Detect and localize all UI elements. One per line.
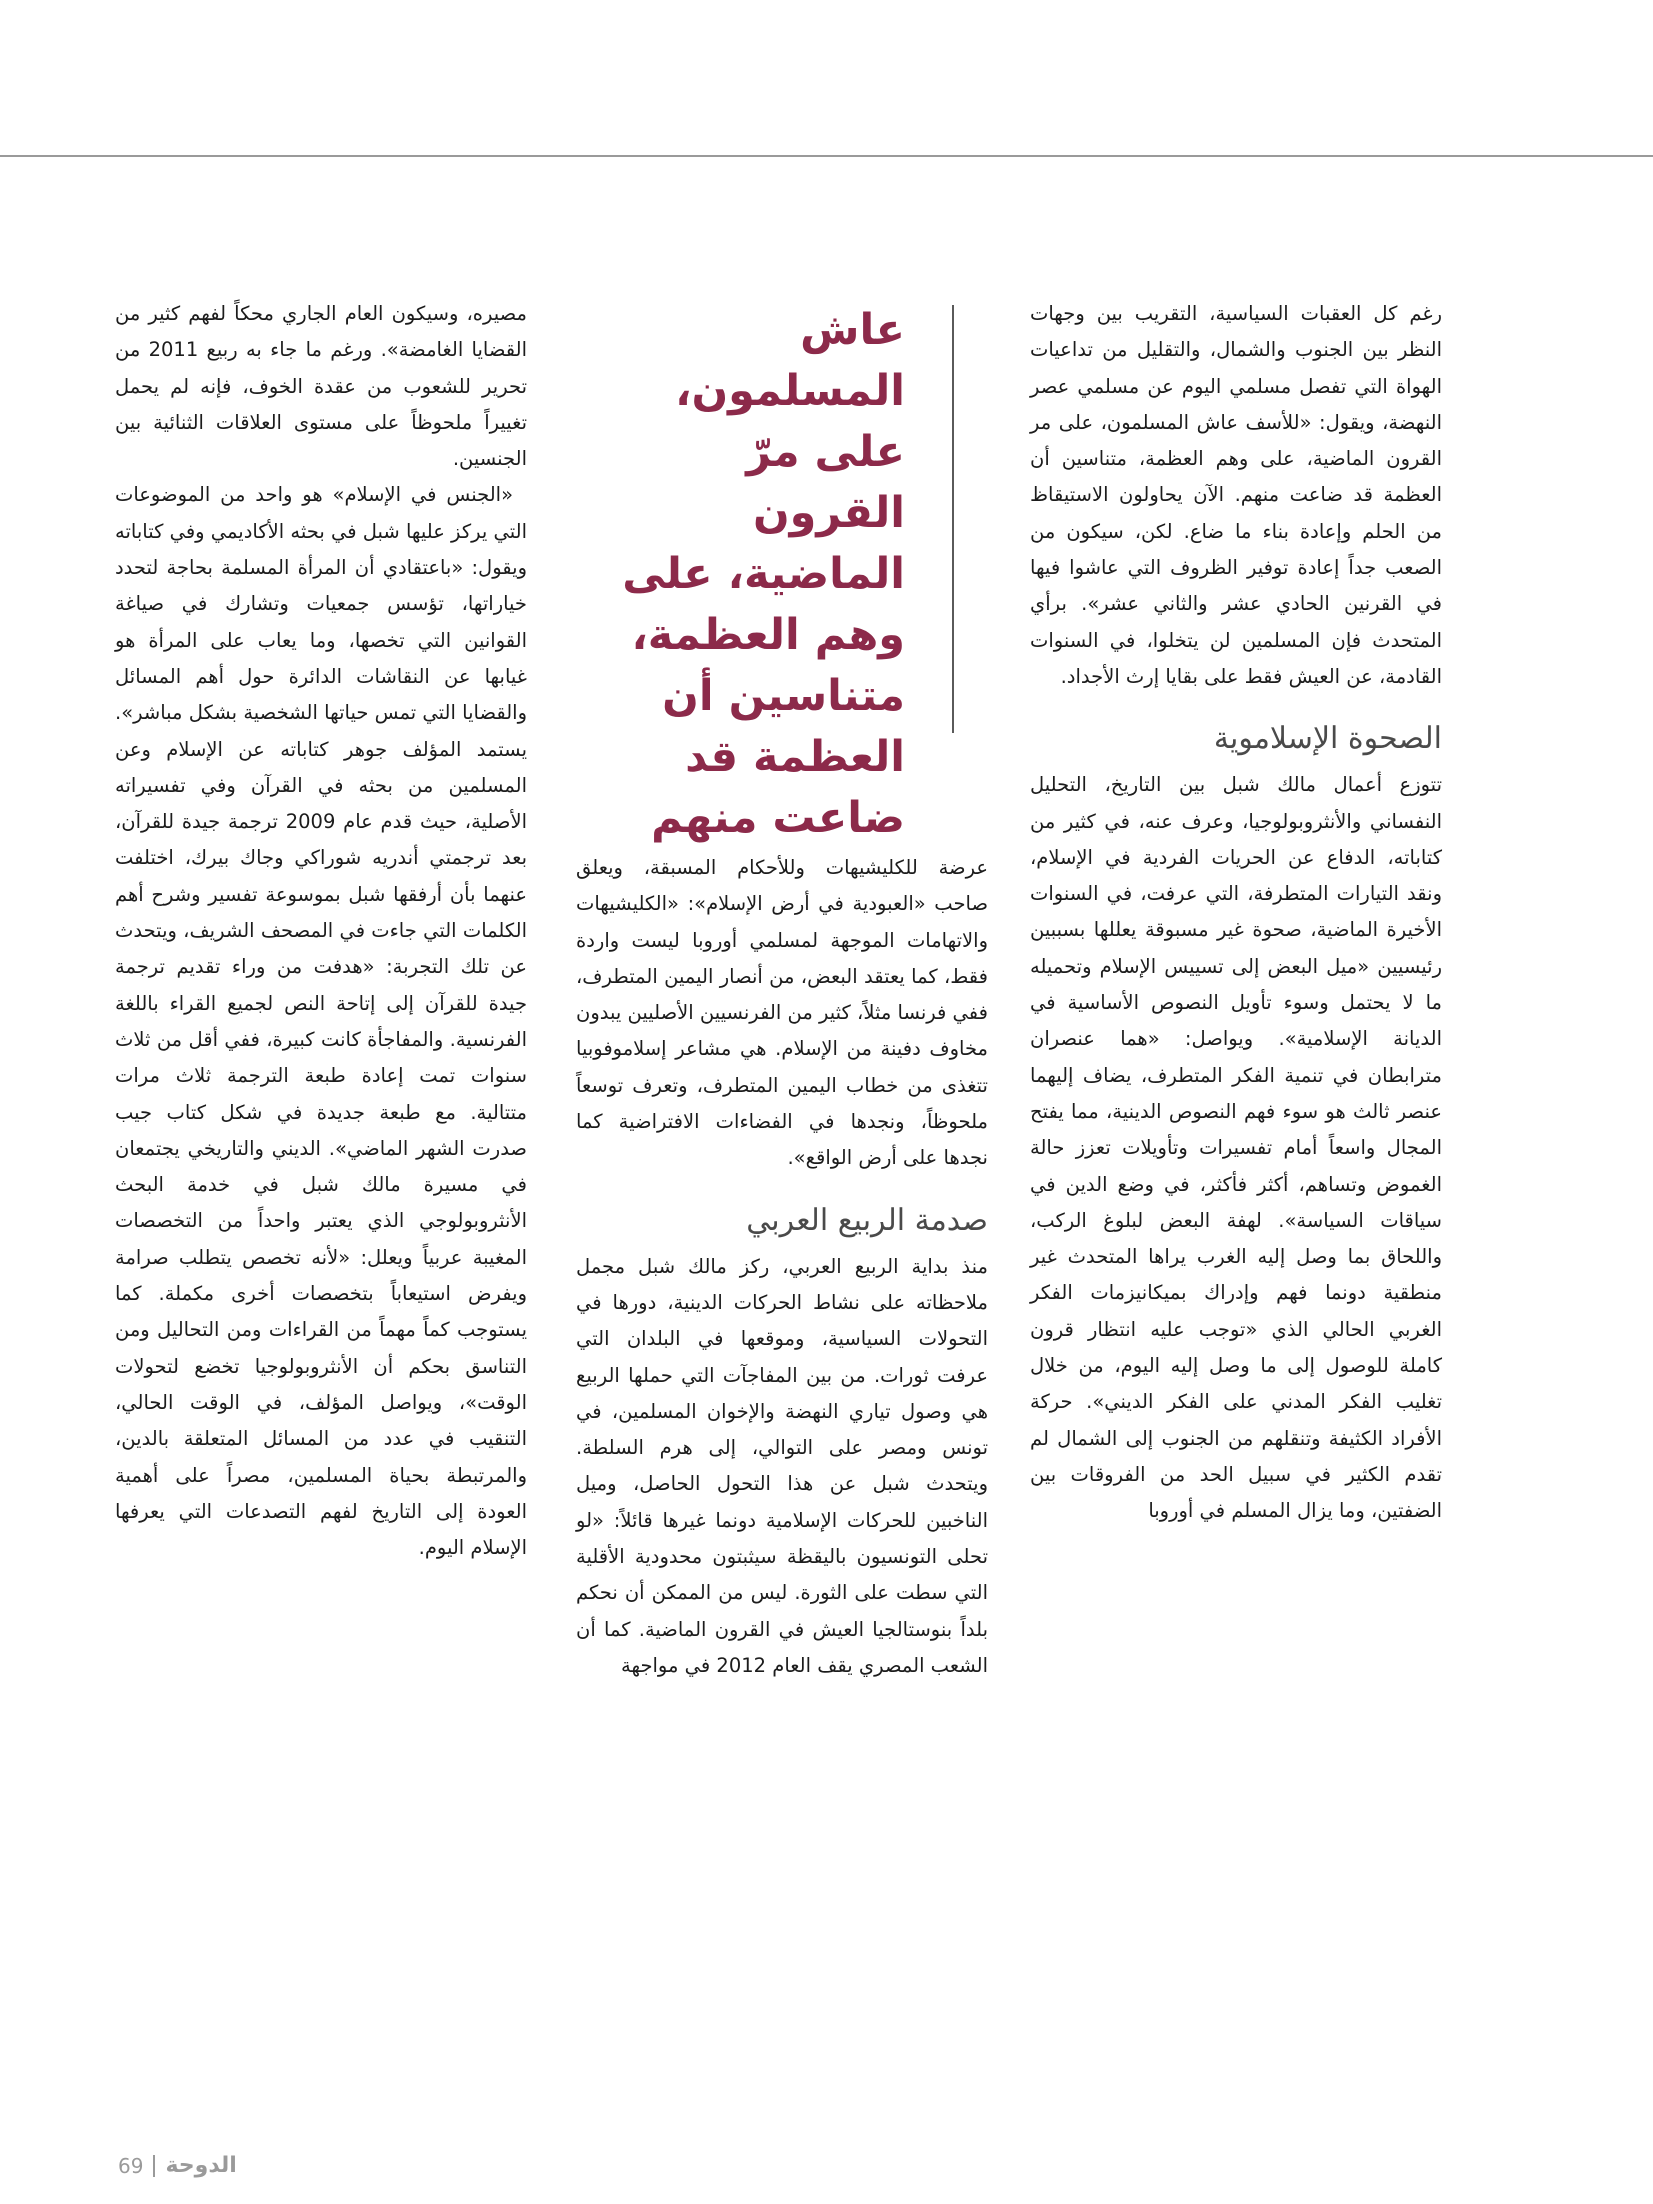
header-rule: [0, 155, 1653, 157]
article-column-right: [1030, 296, 1442, 1530]
footer-divider: [153, 2155, 155, 2177]
paragraph: مصيره، وسيكون العام الجاري محكاً لفهم كثير من القضايا الغامضة». ورغم ما جاء به ربيع 2011 من تحرير للشعوب من عقدة الخوف، فإنه لم يحمل تغييراً ملحوظاً على مستوى العلاقات الثنائية بين الجنسين.: [115, 302, 527, 471]
paragraph: تتوزع أعمال مالك شبل بين التاريخ، التحليل النفساني والأنثروبولوجيا، وعرف عنه، في كثير من كتاباته، الدفاع عن الحريات الفردية في الإسلام، ونقد التيارات المتطرفة، التي عرفت، في السنوات الأخيرة الماضية، صحوة غير مسبوقة يعللها بسببين رئيسيين «ميل البعض إلى تسييس الإسلام وتحميله ما لا يحتمل وسوء تأويل النصوص الأساسية في الديانة الإسلامية». ويواصل: «هما عنصران مترابطان في تنمية الفكر المتطرف، يضاف إليهما عنصر ثالث هو سوء فهم النصوص الدينية، مما يفتح المجال واسعاً أمام تفسيرات وتأويلات تعزز حالة الغموض وتساهم، أكثر فأكثر، في وضع الدين في سياقات السياسة». لهفة البعض لبلوغ الركب، واللحاق بما وصل إليه الغرب يراها المتحدث غير منطقية دونما فهم وإدراك بميكانيزمات الفكر الغربي الحالي الذي «توجب عليه انتظار قرون كاملة للوصول إلى ما وصل إليه اليوم، من خلال تغليب الفكر المدني على الفكر الديني». حركة الأفراد الكثيفة وتنقلهم من الجنوب إلى الشمال لم تقدم الكثير في سبيل الحد من الفروقات بين الضفتين، وما يزال المسلم في أوروبا: [1030, 773, 1442, 1523]
article-column-middle: [576, 850, 988, 1684]
magazine-name: الدوحة: [165, 2153, 237, 2178]
paragraph: عرضة للكليشيهات وللأحكام المسبقة، ويعلق صاحب «العبودية في أرض الإسلام»: «الكليشيهات والاتهامات الموجهة لمسلمي أوروبا ليست واردة فقط، كما يعتقد البعض، من أنصار اليمين المتطرف، ففي فرنسا مثلاً، كثير من الفرنسيين الأصليين يبدون مخاوف دفينة من الإسلام. هي مشاعر إسلاموفوبيا تتغذى من خطاب اليمين المتطرف، وتعرف توسعاً ملحوظاً، ونجدها في الفضاءات الافتراضية كما نجدها على أرض الواقع».: [576, 856, 988, 1170]
paragraph: «الجنس في الإسلام» هو واحد من الموضوعات التي يركز عليها شبل في بحثه الأكاديمي وفي كتاباته ويقول: «باعتقادي أن المرأة المسلمة بحاجة لتحدد خياراتها، تؤسس جمعيات وتشارك في صياغة القوانين التي تخصها، وما يعاب على المرأة هو غيابها عن النقاشات الدائرة حول أهم المسائل والقضايا التي تمس حياتها الشخصية بشكل مباشر». يستمد المؤلف جوهر كتاباته عن الإسلام وعن المسلمين من بحثه في القرآن وفي تفسيراته الأصلية، حيث قدم عام 2009 ترجمة جيدة للقرآن، بعد ترجمتي أندريه شوراكي وجاك بيرك، اختلفت عنهما بأن أرفقها شبل بموسوعة تفسير وشرح أهم الكلمات التي جاءت في المصحف الشريف، ويتحدث عن تلك التجربة: «هدفت من وراء تقديم ترجمة جيدة للقرآن إلى إتاحة النص لجميع القراء باللغة الفرنسية. والمفاجأة كانت كبيرة، ففي أقل من ثلاث سنوات تمت إعادة طبعة الترجمة ثلاث مرات متتالية. مع طبعة جديدة في شكل كتاب جيب صدرت الشهر الماضي». الديني والتاريخي يجتمعان في مسيرة مالك شبل في خدمة البحث الأنثروبولوجي الذي يعتبر واحداً من التخصصات المغيبة عربياً ويعلل: «لأنه تخصص يتطلب صرامة ويفرض استيعاباً بتخصصات أخرى مكملة. كما يستوجب كماً مهماً من القراءات ومن التحاليل ومن التناسق بحكم أن الأنثروبولوجيا تخضع لتحولات الوقت»، ويواصل المؤلف، في الوقت الحالي، التنقيب في عدد من المسائل المتعلقة بالدين، والمرتبطة بحياة المسلمين، مصراً على أهمية العودة إلى التاريخ لفهم التصدعات التي يعرفها الإسلام اليوم.: [115, 483, 527, 1560]
page-footer: [118, 2153, 237, 2178]
paragraph: منذ بداية الربيع العربي، ركز مالك شبل مجمل ملاحظاته على نشاط الحركات الدينية، دورها في التحولات السياسية، وموقعها في البلدان التي عرفت ثورات. من بين المفاجآت التي حملها الربيع هي وصول تياري النهضة والإخوان المسلمين، في تونس ومصر على التوالي، إلى هرم السلطة. ويتحدث شبل عن هذا التحول الحاصل، وميل الناخبين للحركات الإسلامية دونما غيرها قائلاً: «لو تحلى التونسيون باليقظة سيثبتون محدودية الأقلية التي سطت على الثورة. ليس من الممكن أن نحكم بلداً بنوستالجيا العيش في القرون الماضية. كما أن الشعب المصري يقف العام 2012 في مواجهة: [576, 1254, 988, 1677]
pull-quote: عاش المسلمون، على مرّ القرون الماضية، على وهم العظمة، متناسين أن العظمة قد ضاعت منهم: [622, 305, 905, 843]
section-heading: الصحوة الإسلاموية: [1213, 721, 1442, 757]
paragraph: رغم كل العقبات السياسية، التقريب بين وجهات النظر بين الجنوب والشمال، والتقليل من تداعيات الهواة التي تفصل مسلمي اليوم عن مسلمي عصر النهضة، ويقول: «للأسف عاش المسلمون، على مر القرون الماضية، على وهم العظمة، متناسين أن العظمة قد ضاعت منهم. الآن يحاولون الاستيقاظ من الحلم وإعادة بناء ما ضاع. لكن، سيكون من الصعب جداً إعادة توفير الظروف التي عاشوا فيها في القرنين الحادي عشر والثاني عشر». برأي المتحدث فإن المسلمين لن يتخلوا، في السنوات القادمة، عن العيش فقط على بقايا إرث الأجداد.: [1030, 302, 1442, 688]
section-heading: صدمة الربيع العربي: [746, 1202, 988, 1238]
page-number: 69: [118, 2153, 144, 2178]
article-column-left: [115, 296, 527, 1566]
pull-quote-rule: [952, 305, 954, 733]
